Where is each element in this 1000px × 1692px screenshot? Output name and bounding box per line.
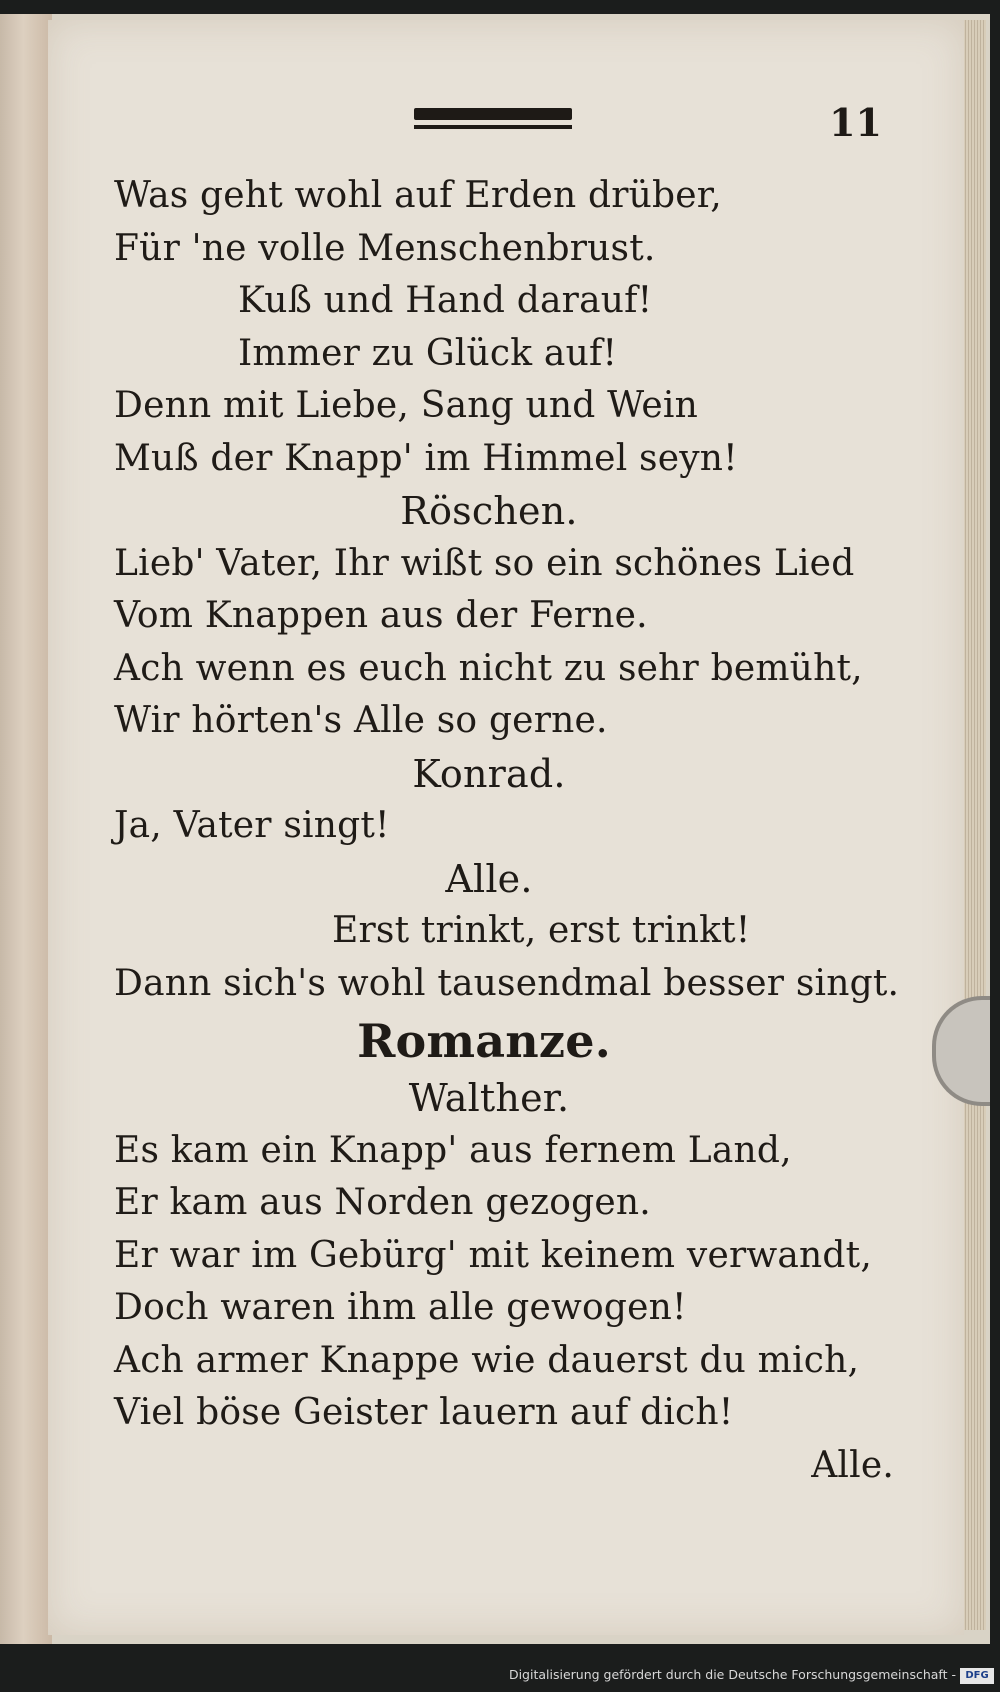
header-ornament <box>414 108 572 134</box>
book-spine <box>0 14 52 1644</box>
verse-line: Erst trinkt, erst trinkt! <box>332 910 751 951</box>
page-text <box>114 170 904 1492</box>
ornament-thick-rule <box>414 108 572 120</box>
verse-line: Alle. <box>811 1444 894 1486</box>
verse-line: Lieb' Vater, Ihr wißt so ein schönes Lied <box>114 542 855 584</box>
speaker-name: Alle. <box>445 856 533 901</box>
section-heading: Romanze. <box>357 1014 611 1068</box>
speaker-name: Walther. <box>408 1076 570 1120</box>
verse-line: Was geht wohl auf Erden drüber, <box>114 175 722 216</box>
verse-line: Dann sich's wohl tausendmal besser singt. <box>114 962 900 1004</box>
verse-line: Vom Knappen aus der Ferne. <box>114 595 648 636</box>
verse-line: Kuß und Hand darauf! <box>238 280 653 321</box>
verse-line: Ach armer Knappe wie dauerst du mich, <box>114 1339 860 1381</box>
dfg-logo: DFG <box>960 1668 994 1684</box>
verse-line: Denn mit Liebe, Sang und Wein <box>114 385 699 426</box>
page-number: 11 <box>829 100 882 145</box>
verse-line: Immer zu Glück auf! <box>238 332 618 374</box>
speaker-name: Röschen. <box>400 489 578 533</box>
speaker-name: Konrad. <box>412 751 566 796</box>
verse-line: Ja, Vater singt! <box>114 805 390 846</box>
verse-line: Er kam aus Norden gezogen. <box>114 1182 651 1223</box>
verse-line: Ach wenn es euch nicht zu sehr bemüht, <box>114 647 863 689</box>
verse-line: Wir hörten's Alle so gerne. <box>114 700 608 741</box>
verse-line: Muß der Knapp' im Himmel seyn! <box>114 437 738 479</box>
ornament-thin-rule <box>414 125 572 129</box>
verse-line: Viel böse Geister lauern auf dich! <box>114 1392 734 1433</box>
verse-line: Es kam ein Knapp' aus fernem Land, <box>114 1129 792 1171</box>
funding-credit: Digitalisierung gefördert durch die Deutsche Forschungsgemeinschaft - <box>508 1667 956 1682</box>
verse-line: Doch waren ihm alle gewogen! <box>114 1287 687 1328</box>
verse-line: Für 'ne volle Menschenbrust. <box>114 227 656 269</box>
verse-line: Er war im Gebürg' mit keinem verwandt, <box>114 1234 872 1276</box>
footer-bar <box>0 1663 1000 1692</box>
